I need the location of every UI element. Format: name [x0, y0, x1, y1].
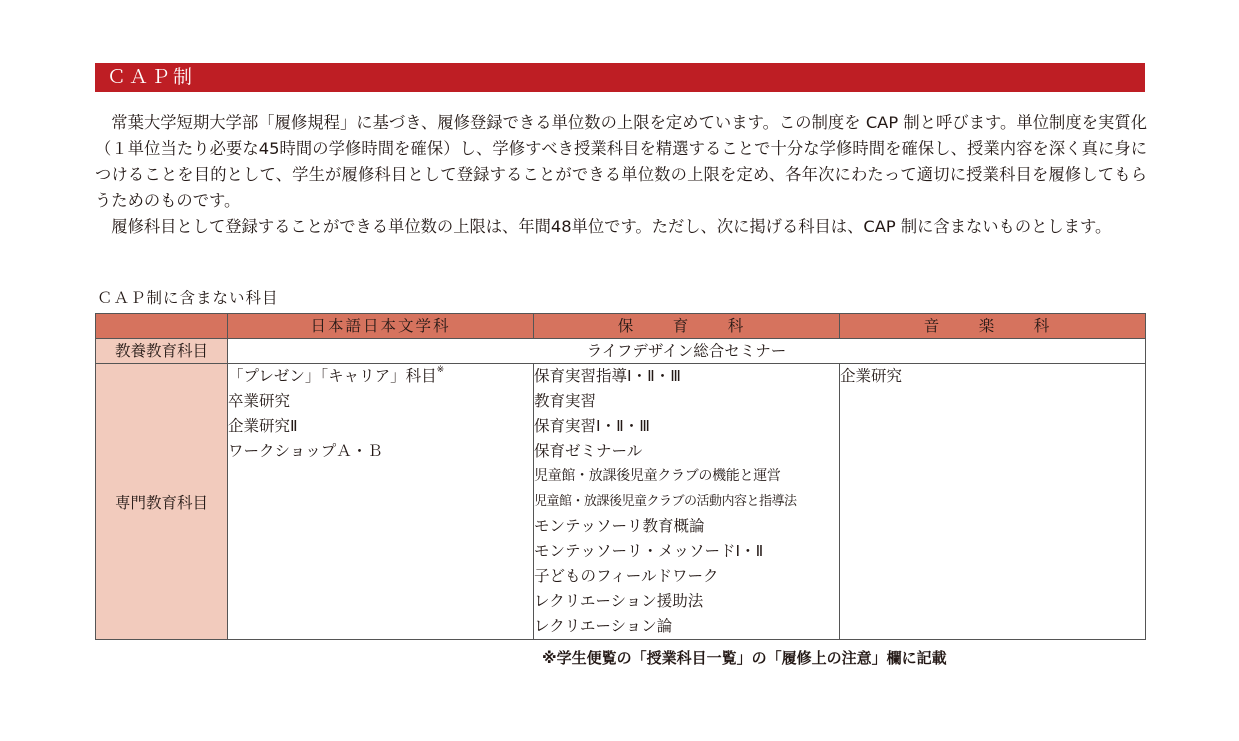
header-corner-cell: [96, 314, 228, 339]
paragraph: 常葉大学短期大学部「履修規程」に基づき、履修登録できる単位数の上限を定めています。この制度を CAP 制と呼びます。単位制度を実質化（１単位当たり必要な45時間の学修時間を確保）し、学修すべき授業科目を精選することで十分な学修時間を確保し、授業内容を深く真に身につけることを目的として、学生が履修科目として登録することができる単位数の上限を定め、各年次にわたって適切に授業科目を履修してもらうためのものです。: [95, 113, 1147, 210]
footnote: ※学生便覧の「授業科目一覧」の「履修上の注意」欄に記載: [542, 649, 947, 667]
course-name: 「プレゼン」「キャリア」科目: [228, 367, 437, 385]
list-item: モンテッソーリ・メッソードⅠ・Ⅱ: [534, 542, 764, 560]
list-item: 教育実習: [534, 392, 597, 410]
table-caption: ＣＡＰ制に含まない科目: [97, 289, 279, 307]
list-item: 児童館・放課後児童クラブの活動内容と指導法: [534, 494, 797, 509]
paragraph: 履修科目として登録することができる単位数の上限は、年間48単位です。ただし、次に掲げる科目は、CAP 制に含まないものとします。: [111, 217, 1112, 236]
childcare-courses: [534, 364, 840, 640]
japanese-literature-courses: [228, 364, 534, 640]
section-title: ＣＡＰ制: [95, 63, 1145, 92]
list-item: 保育実習Ⅰ・Ⅱ・Ⅲ: [534, 417, 650, 435]
table-row: [96, 339, 1146, 364]
list-item: レクリエーション援助法: [534, 592, 704, 610]
list-item: 企業研究: [840, 367, 903, 385]
list-item: 保育実習指導Ⅰ・Ⅱ・Ⅲ: [534, 367, 681, 385]
table-row: [96, 364, 1146, 640]
cap-excluded-courses-table: [95, 313, 1146, 640]
note-mark: ※: [436, 365, 445, 375]
list-item: 企業研究Ⅱ: [228, 417, 298, 435]
row-label-general: 教養教育科目: [96, 339, 228, 364]
header-japanese-literature: 日本語日本文学科: [228, 314, 534, 339]
list-item: 保育ゼミナール: [534, 442, 643, 460]
list-item: モンテッソーリ教育概論: [534, 517, 705, 535]
list-item: 子どものフィールドワーク: [534, 567, 719, 585]
list-item: ワークショップＡ・Ｂ: [228, 442, 383, 460]
body-text: [95, 110, 1147, 240]
list-item: レクリエーション論: [534, 617, 673, 635]
list-item: 児童館・放課後児童クラブの機能と運営: [534, 468, 781, 484]
general-course-cell: ライフデザイン総合セミナー: [228, 339, 1146, 364]
list-item: 卒業研究: [228, 392, 291, 410]
music-courses: [840, 364, 1146, 640]
header-music: 音 楽 科: [840, 314, 1146, 339]
row-label-specialized: 専門教育科目: [96, 364, 228, 640]
list-item: [228, 364, 533, 389]
table-header-row: [96, 314, 1146, 339]
header-childcare: 保 育 科: [534, 314, 840, 339]
